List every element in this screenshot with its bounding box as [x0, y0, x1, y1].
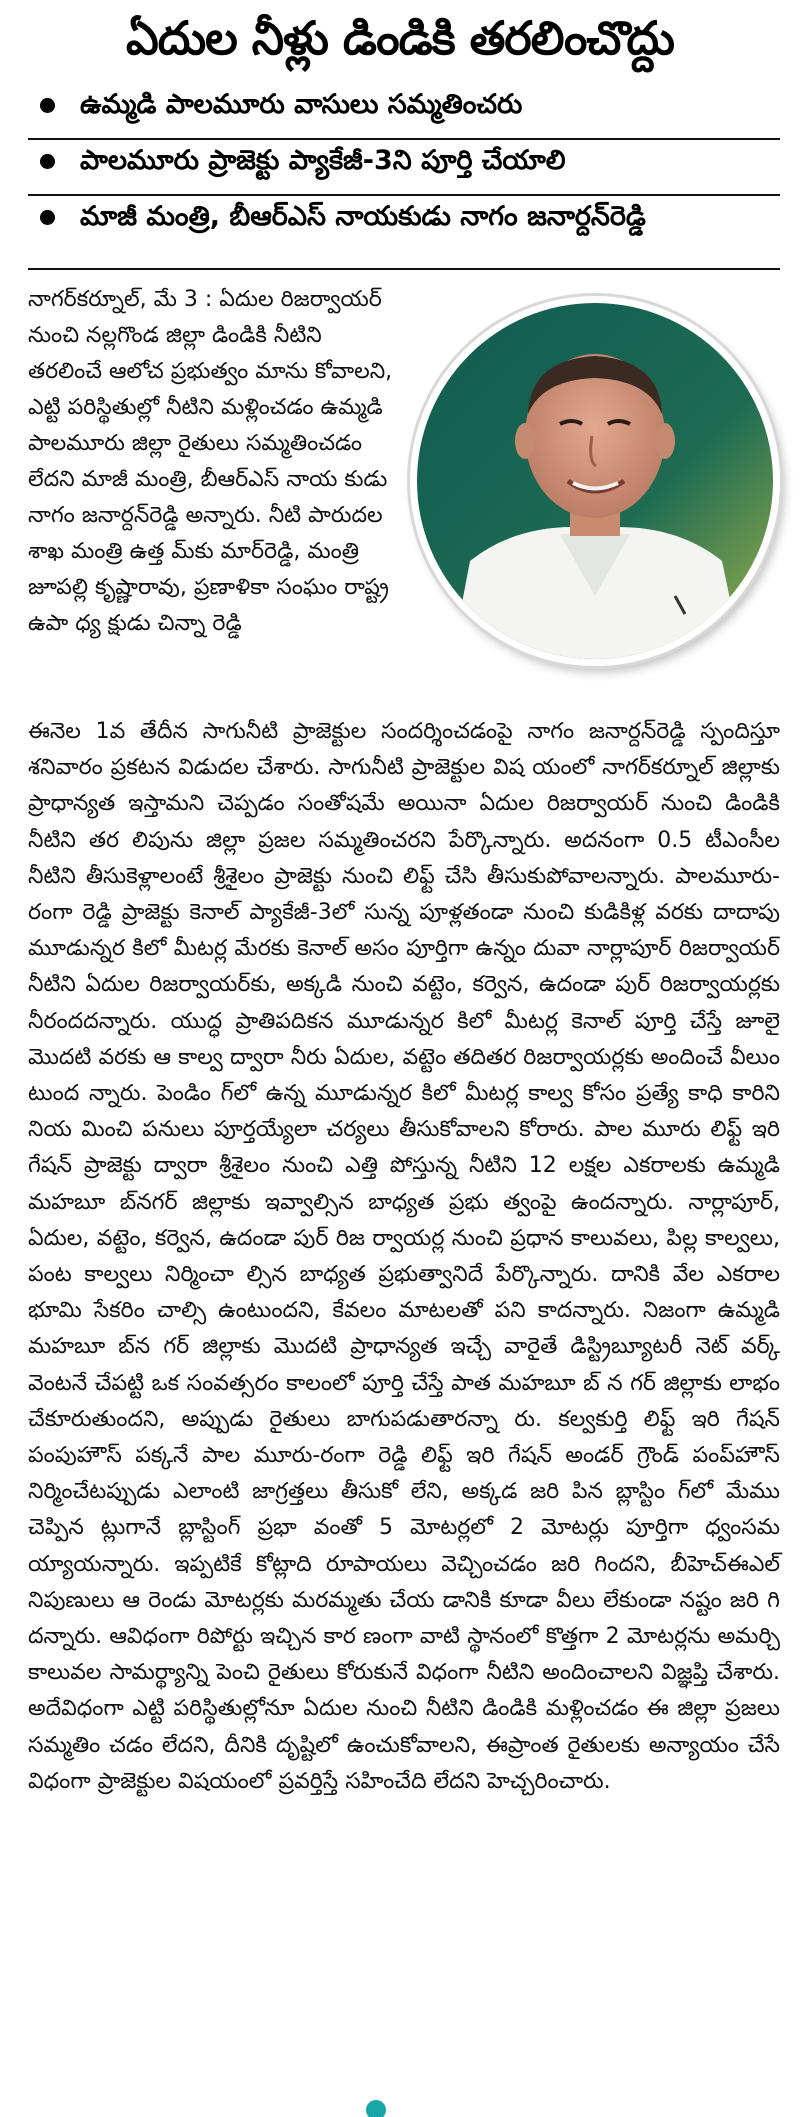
- portrait-illustration: [410, 296, 780, 666]
- subheadline-text: మాజీ మంత్రి, బీఆర్ఎస్ నాయకుడు నాగం జనార్దన్‌రెడ్డి: [80, 201, 646, 232]
- subheadline-divider: [28, 268, 780, 270]
- portrait-photo: [410, 296, 780, 666]
- bullet-dot-icon: [40, 210, 55, 225]
- bullet-dot-icon: [40, 98, 55, 113]
- subheadline-divider: [28, 138, 780, 140]
- subheadline-divider: [28, 194, 780, 196]
- article-body: [28, 714, 780, 1800]
- subheadline-list: [28, 86, 780, 250]
- subheadline-item: [28, 198, 780, 250]
- article-intro-text: నాగర్‌కర్నూల్, మే 3 : ఏదుల రిజర్వాయర్ నుంచి నల్లగొండ జిల్లా డిండికి నీటిని తరలించే ఆలోచ ప్రభుత్వం మాను కోవాలని, ఎట్టి పరిస్థితుల్లో నీటిని మళ్లించడం ఉమ్మడి పాలమూరు జిల్లా రైతులు సమ్మతించడం లేదని మాజీ మంత్రి, బీఆర్ఎస్ నాయ కుడు నాగం జనార్దన్‌రెడ్డి అన్నారు. నీటి పారుదల శాఖ మంత్రి ఉత్త మ్‌కు మార్‌రెడ్డి, మంత్రి జూపల్లి కృష్ణారావు, ప్రణాళికా సంఘం రాష్ట్ర ఉపా ధ్య క్షుడు చిన్నా రెడ్డి: [28, 287, 393, 636]
- headline: ఏదుల నీళ్లు డిండికి తరలించొద్దు: [126, 11, 674, 65]
- bullet-dot-icon: [40, 154, 55, 169]
- subheadline-item: [28, 142, 780, 198]
- subheadline-text: ఉమ్మడి పాలమూరు వాసులు సమ్మతించరు: [80, 89, 523, 120]
- subheadline-text: పాలమూరు ప్రాజెక్టు ప్యాకేజీ-3ని పూర్తి చేయాలి: [80, 145, 566, 176]
- article-body-text: ఈనెల 1వ తేదీన సాగునీటి ప్రాజెక్టుల సందర్శించడంపై నాగం జనార్దన్‌రెడ్డి స్పందిస్తూ శనివారం ప్రకటన విడుదల చేశారు. సాగునీటి ప్రాజెక్టుల విష యంలో నాగర్‌కర్నూల్ జిల్లాకు ప్రాధాన్యత ఇస్తామని చెప్పడం సంతోషమే అయినా ఏదుల రిజర్వాయర్ నుంచి డిండికి నీటిని తర లిపును జిల్లా ప్రజల సమ్మతించరని పేర్కొన్నారు. అదనంగా 0.5 టీఎంసీల నీటిని తీసుకెళ్లాలంటే శ్రీశైలం ప్రాజెక్టు నుంచి లిఫ్ట్ చేసి తీసుకుపోవాలన్నారు. పాలమూరు-రంగా రెడ్డి ప్రాజెక్టు కెనాల్ ప్యాకేజీ-3లో సున్న పూళ్లతండా నుంచి కుడికిళ్ల వరకు దాదాపు మూడున్నర కిలో మీటర్ల మేరకు కెనాల్ అసం పూర్తిగా ఉన్నం దువా నార్లాపూర్ రిజర్వాయర్ నీటిని ఏదుల రిజర్వాయర్‌కు, అక్కడి నుంచి వట్టెం, కర్వెన, ఉదండా పుర్ రిజర్వాయర్లకు నీరందదన్నారు. యుద్ధ ప్రాతిపదికన మూడున్నర కిలో మీటర్ల కెనాల్ పూర్తి చేస్తే జూలై మొదటి వరకు ఆ కాల్వ ద్వారా నీరు ఏదుల, వట్టెం తదితర రిజర్వాయర్లకు అందించే వీలుం టుంద న్నారు. పెండిం గ్‌లో ఉన్న మూడున్నర కిలో మీటర్ల కాల్వ కోసం ప్రత్యే కాధి కారిని నియ మించి పనులు పూర్తయ్యేలా చర్యలు తీసుకోవాలని కోరారు. పాల మూరు లిఫ్ట్ ఇరి గేషన్ ప్రాజెక్టు ద్వారా శ్రీశైలం నుంచి ఎత్తి పోస్తున్న నీటిని 12 లక్షల ఎకరాలకు ఉమ్మడి మహబూ బ్‌నగర్ జిల్లాకు ఇవ్వాల్సిన బాధ్యత ప్రభు త్వంపై ఉందన్నారు. నార్లాపూర్, ఏదుల, వట్టెం, కర్వెన, ఉదండా పుర్ రిజ ర్వాయర్ల నుంచి ప్రధాన కాలువలు, పిల్ల కాల్వలు, పంట కాల్వలు నిర్మించా ల్సిన బాధ్యత ప్రభుత్వానిదే పేర్కొన్నారు. దానికి వేల ఎకరాల భూమి సేకరిం చాల్సి ఉంటుందని, కేవలం మాటలతో పని కాదన్నారు. నిజంగా ఉమ్మడి మహబూ బ్‌న గర్ జిల్లాకు మొదటి ప్రాధాన్యత ఇచ్చే వారైతే డిస్ట్రిబ్యూటరీ నెట్ వర్క్ వెంటనే చేపట్టి ఒక సంవత్సరం కాలంలో పూర్తి చేస్తే పాత మహబూ బ్ న గర్ జిల్లాకు లాభం చేకూరుతుందని, అప్పుడు రైతులు బాగుపడుతారన్నా రు. కల్వకుర్తి లిఫ్ట్ ఇరి గేషన్ పంపుహౌస్ పక్కనే పాల మూరు-రంగా రెడ్డి లిఫ్ట్ ఇరి గేషన్ అండర్ గ్రౌండ్ పంప్‌హౌస్ నిర్మించేటప్పుడు ఎలాంటి జాగ్రత్తలు తీసుకో లేని, అక్కడ జరి పిన బ్లాస్టిం గ్‌లో మేము చెప్పిన ట్లుగానే బ్లాస్టింగ్ ప్రభా వంతో 5 మోటర్లలో 2 మోటర్లు పూర్తిగా ధ్వంసమ య్యాయన్నారు. ఇప్పటికే కోట్లాది రూపాయలు వెచ్చించడం జరి గిందని, బీహెచ్ఈఎల్ నిపుణులు ఆ రెండు మోటర్లకు మరమ్మతు చేయ డానికి కూడా వీలు లేకుండా నష్టం జరి గి దన్నారు. ఆవిధంగా రిపోర్టు ఇచ్చిన కార ణంగా వాటి స్థానంలో కొత్తగా 2 మోటర్లను అమర్చి కాలువల సామర్థ్యాన్ని పెంచి రైతులు కోరుకునే విధంగా నీటిని అందించాలని విజ్ఞప్తి చేశారు. అదేవిధంగా ఎట్టి పరిస్థితుల్లోనూ ఏదుల నుంచి నీటిని డిండికి మళ్లించడం ఈ జిల్లా ప్రజలు సమ్మతిం చడం లేదని, దీనికి దృష్టిలో ఉంచుకోవాలని, ఈప్రాంత రైతులకు అన్యాయం చేసే విధంగా ప్రాజెక్టుల విషయంలో ప్రవర్తిస్తే సహించేది లేదని హెచ్చరించారు.: [28, 719, 780, 1794]
- teal-dot-icon: [366, 2100, 386, 2117]
- article-intro: [28, 282, 400, 642]
- subheadline-item: [28, 86, 780, 142]
